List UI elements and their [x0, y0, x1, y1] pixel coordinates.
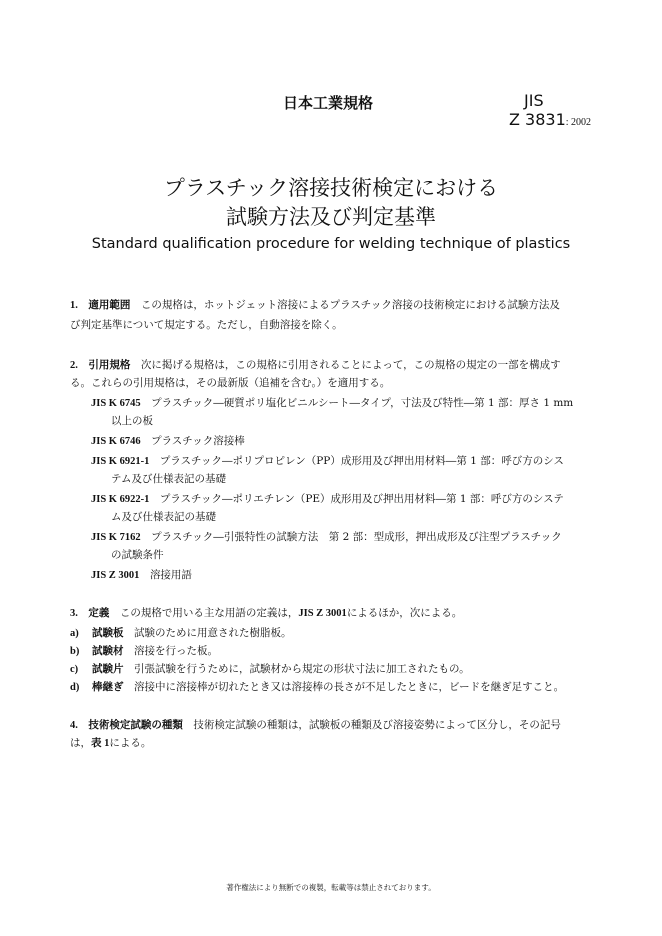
title-ja-line1: プラスチック溶接技術検定における — [163, 176, 499, 200]
ref-1-code: JIS K 6745 — [91, 398, 141, 409]
section-2-line1 — [70, 358, 561, 373]
ref-3-title: プラスチック―ポリプロピレン（PP）成形用及び押出用材料―第 1 部：呼び方のシス — [159, 455, 564, 467]
ref-3-line1 — [91, 454, 564, 469]
ref-1-line1 — [91, 396, 573, 411]
section-4-line2 — [70, 736, 151, 751]
definition-b-label: b) — [70, 646, 80, 657]
section-1-line2: び判定基準について規定する。ただし，自動溶接を除く。 — [70, 319, 343, 331]
ref-2-code: JIS K 6746 — [91, 436, 141, 447]
section-3-heading: 定義 — [88, 607, 110, 619]
title-ja-line2: 試験方法及び判定基準 — [226, 205, 436, 229]
ref-4-line2: ム及び仕様表記の基礎 — [111, 511, 216, 523]
title-en: Standard qualification procedure for welding technique of plastics — [91, 236, 571, 252]
section-3-number: 3. — [70, 608, 78, 619]
ref-5-line1 — [91, 530, 562, 545]
section-4-text: 技術検定試験の種類は，試験板の種類及び溶接姿勢によって区分し，その記号 — [193, 719, 561, 731]
section-4-text-a: は， — [70, 737, 91, 749]
section-1-text: この規格は，ホットジェット溶接によるプラスチック溶接の技術検定における試験方法及 — [140, 299, 560, 311]
ref-5-title: プラスチック―引張特性の試験方法 第 2 部：型成形，押出成形及び注型プラスチック — [151, 531, 562, 543]
section-4-line1 — [70, 718, 561, 733]
section-4-number: 4. — [70, 720, 78, 731]
section-3-ref: JIS Z 3001 — [298, 608, 347, 619]
definition-a-label: a) — [70, 628, 79, 639]
section-3-text-b: によるほか，次による。 — [346, 607, 463, 619]
definition-b — [70, 644, 218, 659]
definition-a-term: 試験板 — [92, 627, 124, 639]
ref-1-title: プラスチック―硬質ポリ塩化ビニルシート―タイプ，寸法及び特性―第 1 部：厚さ 1 mm — [151, 397, 574, 409]
section-4-text-b: による。 — [109, 737, 152, 749]
section-2-line2: る。これらの引用規格は，その最新版（追補を含む。）を適用する。 — [70, 377, 391, 389]
ref-6-title: 溶接用語 — [149, 569, 192, 581]
section-2-text: 次に掲げる規格は，この規格に引用されることによって，この規格の規定の一部を構成す — [140, 359, 561, 371]
section-4-heading: 技術検定試験の種類 — [88, 719, 183, 731]
ref-1-line2: 以上の板 — [111, 415, 153, 427]
definition-d — [70, 680, 564, 695]
definition-c-term: 試験片 — [92, 663, 124, 675]
ref-2-line1 — [91, 434, 245, 449]
copyright-notice: 著作権法により無断での複製，転載等は禁止されております。 — [226, 883, 436, 892]
definition-c-desc: 引張試験を行うために，試験材から規定の形状寸法に加工されたもの。 — [134, 663, 470, 675]
definition-d-desc: 溶接中に溶接棒が切れたとき又は溶接棒の長さが不足したときに，ビードを継ぎ足すこと。 — [134, 681, 565, 693]
definition-a — [70, 626, 292, 641]
definition-b-term: 試験材 — [92, 645, 124, 657]
ref-4-code: JIS K 6922-1 — [91, 494, 150, 505]
definition-c-label: c) — [70, 664, 79, 675]
definition-d-term: 棒継ぎ — [92, 681, 124, 693]
definition-c — [70, 662, 470, 677]
ref-2-title: プラスチック溶接棒 — [151, 435, 245, 447]
section-1-line1 — [70, 298, 560, 313]
definition-a-desc: 試験のために用意された樹脂板。 — [134, 627, 292, 639]
section-2-heading: 引用規格 — [88, 359, 131, 371]
section-3-line1 — [70, 606, 462, 621]
ref-5-code: JIS K 7162 — [91, 532, 141, 543]
section-4-table-ref: 表 1 — [91, 738, 110, 749]
jis-label: JIS — [524, 91, 544, 110]
section-1-number: 1. — [70, 300, 78, 311]
standard-number — [509, 110, 591, 129]
ref-3-code: JIS K 6921-1 — [91, 456, 150, 467]
ref-4-title: プラスチック―ポリエチレン（PE）成形用及び押出用材料―第 1 部：呼び方のシステ — [159, 493, 564, 505]
ref-4-line1 — [91, 492, 564, 507]
section-3-text-a: この規格で用いる主な用語の定義は， — [119, 607, 299, 619]
ref-6-line1 — [91, 568, 192, 583]
standard-number-value: Z 3831 — [509, 110, 566, 129]
definition-d-label: d) — [70, 682, 80, 693]
definition-b-desc: 溶接を行った板。 — [134, 645, 218, 657]
standard-year: : 2002 — [565, 117, 592, 128]
ref-3-line2: テム及び仕様表記の基礎 — [111, 473, 226, 485]
standard-org-label: 日本工業規格 — [283, 94, 374, 112]
ref-5-line2: の試験条件 — [111, 549, 164, 561]
ref-6-code: JIS Z 3001 — [91, 570, 140, 581]
section-1-heading: 適用範囲 — [88, 299, 131, 311]
section-2-number: 2. — [70, 360, 78, 371]
